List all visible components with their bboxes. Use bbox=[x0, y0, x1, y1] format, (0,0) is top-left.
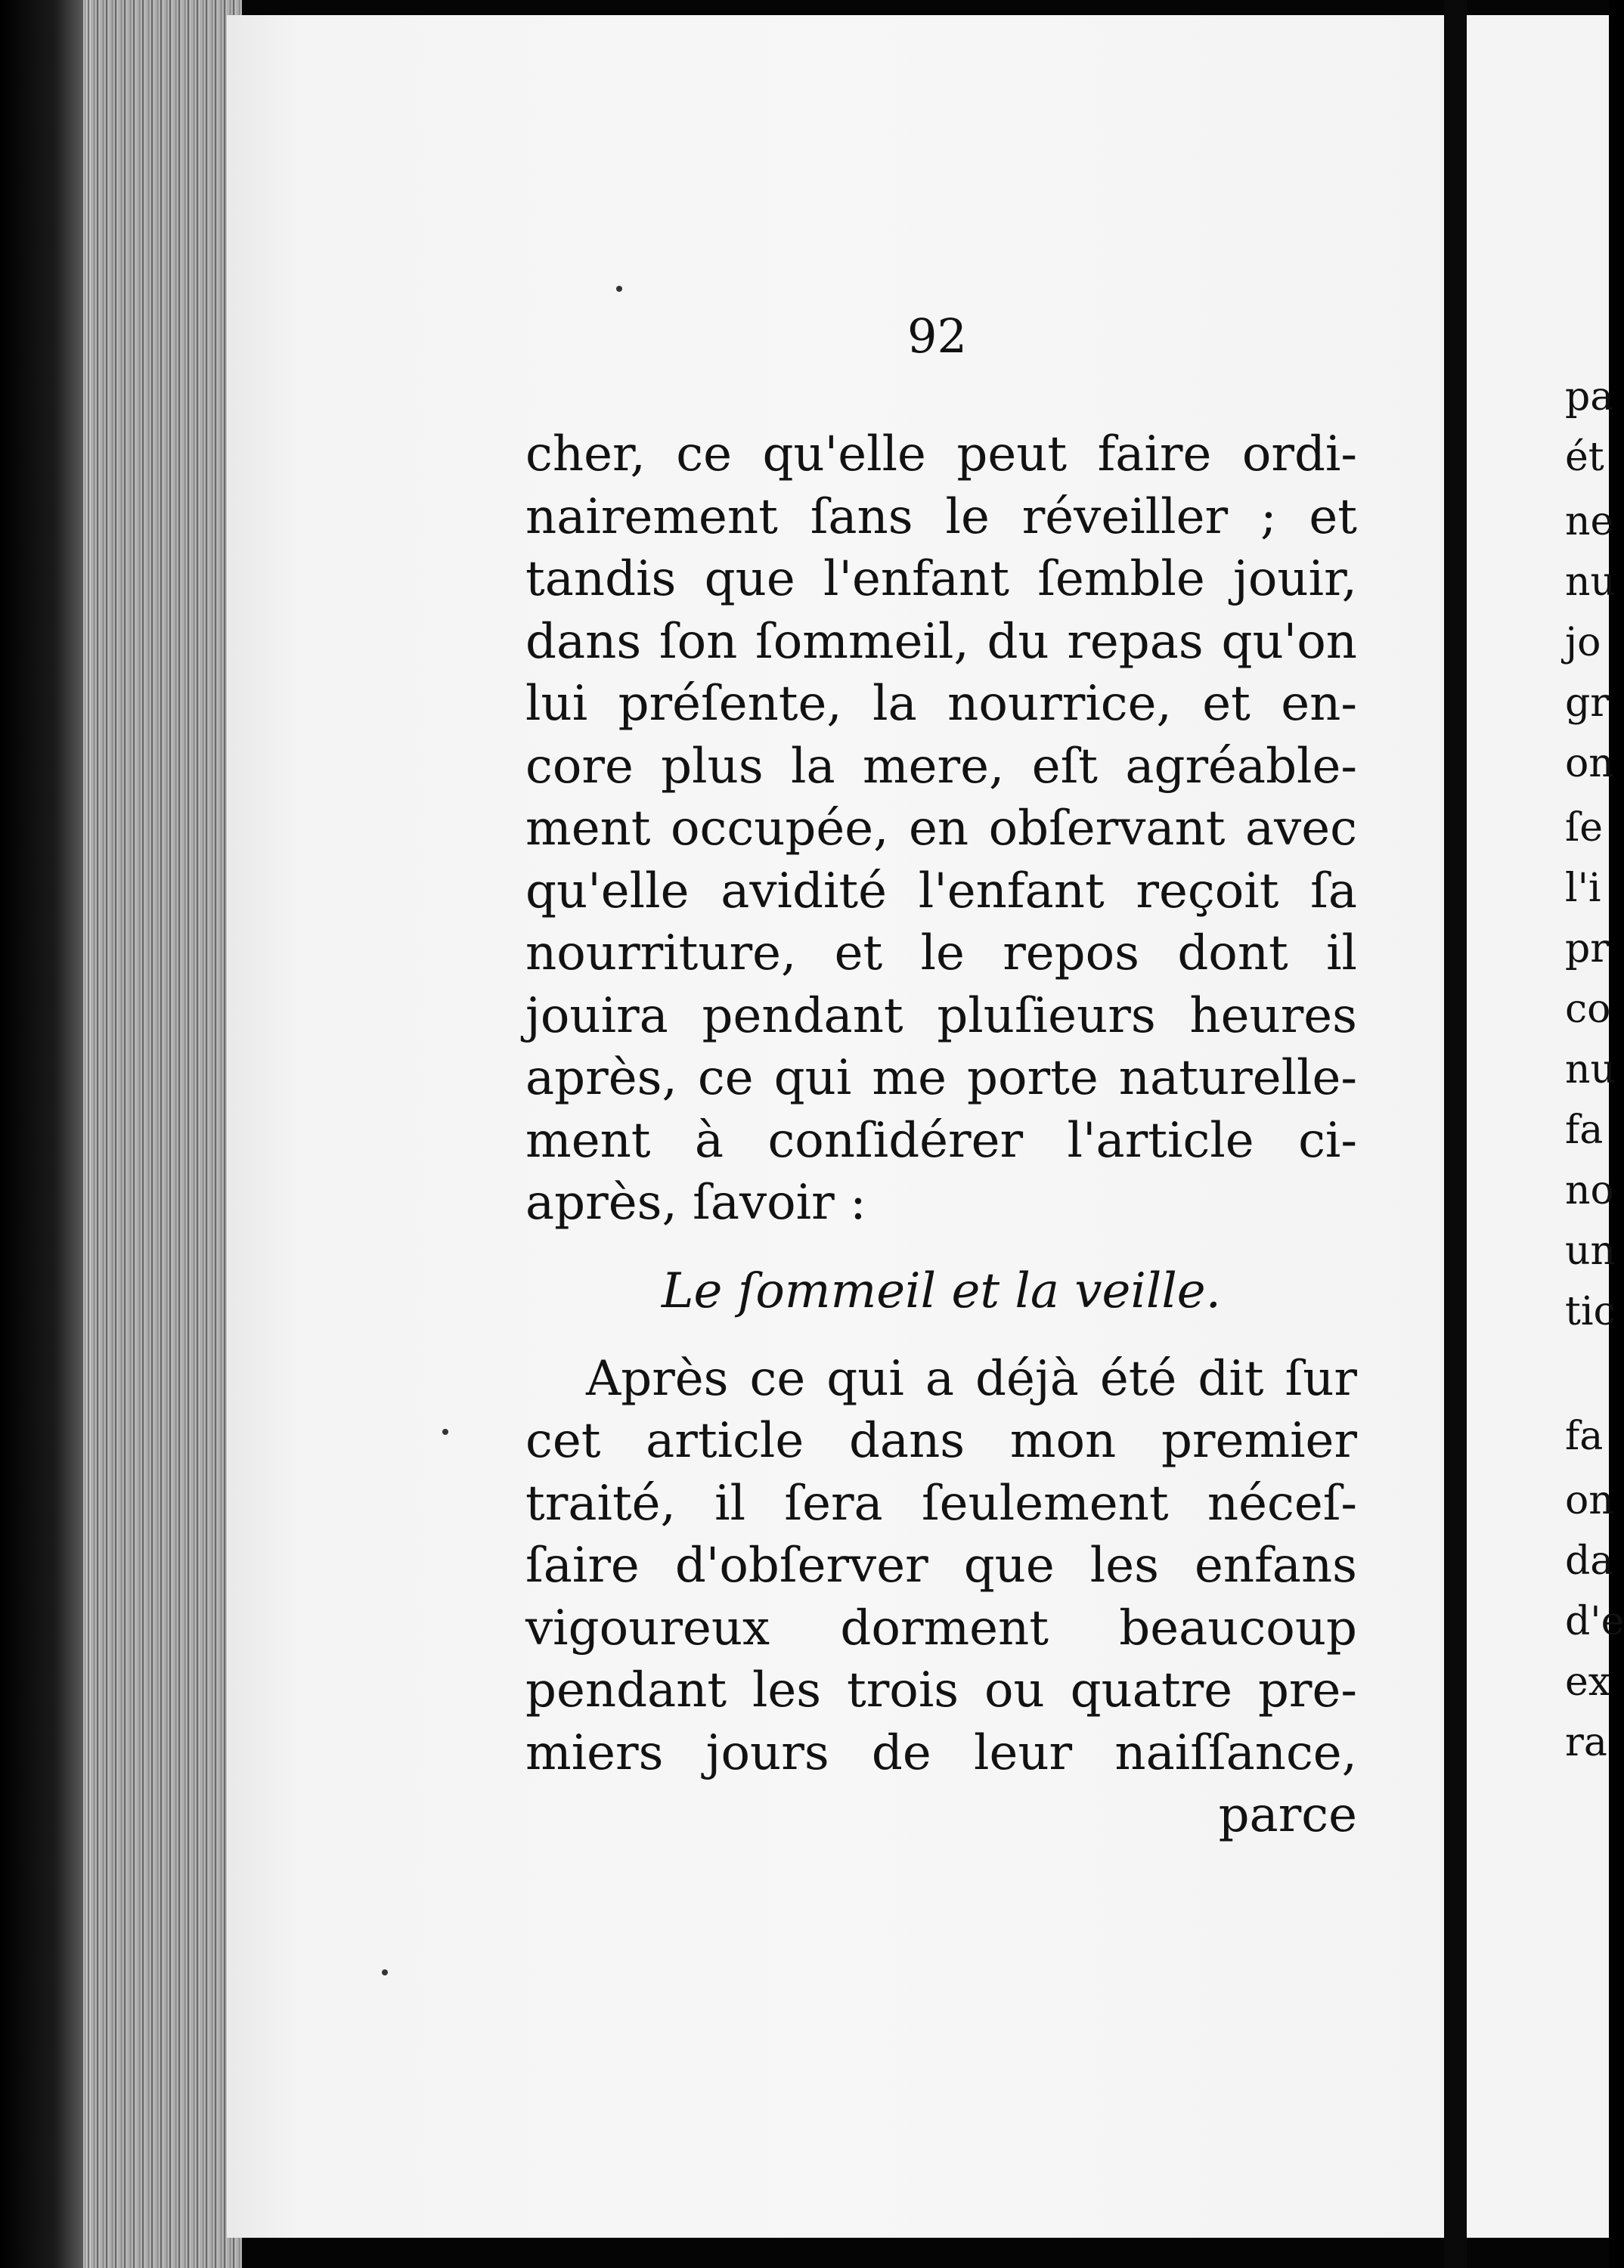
text-line: cher, ce qu'elle peut faire ordi- bbox=[525, 426, 1357, 482]
page-number: 92 bbox=[907, 308, 967, 364]
text-line: nourriture, et le repos dont il bbox=[525, 925, 1357, 981]
section-heading: Le ſommeil et la veille. bbox=[661, 1263, 1222, 1319]
facing-fragment: nu bbox=[1565, 1047, 1616, 1092]
text-line: Après ce qui a déjà été dit ſur bbox=[586, 1350, 1357, 1407]
text-line: traité, il ſera ſeulement néceſ- bbox=[525, 1475, 1357, 1532]
catchword: parce bbox=[1218, 1787, 1357, 1843]
text-line: lui préſente, la nourrice, et en- bbox=[525, 676, 1357, 732]
facing-fragment: tic bbox=[1565, 1289, 1616, 1334]
facing-fragment: d'e bbox=[1565, 1599, 1624, 1644]
book-page-edges bbox=[83, 0, 242, 2268]
text-line: core plus la mere, eſt agréable- bbox=[525, 738, 1357, 795]
facing-fragment: da bbox=[1565, 1538, 1614, 1584]
facing-fragment: jo bbox=[1565, 620, 1601, 665]
facing-fragment: gr bbox=[1565, 680, 1610, 726]
text-line: après, ce qui me porte naturelle- bbox=[525, 1050, 1357, 1106]
text-line: ment occupée, en obſervant avec bbox=[525, 801, 1357, 857]
facing-fragment: ex bbox=[1565, 1659, 1611, 1705]
facing-fragment: pr bbox=[1565, 926, 1610, 971]
facing-fragment: fa bbox=[1565, 1414, 1604, 1459]
text-line: cet article dans mon premier bbox=[525, 1413, 1357, 1469]
text-line: miers jours de leur naiſſance, bbox=[525, 1724, 1357, 1781]
facing-fragment: pa bbox=[1565, 374, 1614, 420]
facing-fragment: fa bbox=[1565, 1108, 1604, 1153]
ink-speck bbox=[382, 1969, 388, 1975]
facing-fragment: on bbox=[1565, 741, 1614, 786]
text-line: qu'elle avidité l'enfant reçoit ſa bbox=[525, 863, 1357, 919]
facing-page bbox=[1467, 15, 1624, 2238]
book-edge-shadow bbox=[0, 0, 91, 2268]
facing-fragment: ne bbox=[1565, 499, 1614, 544]
text-line: ſaire d'obſerver que les enfans bbox=[525, 1538, 1357, 1594]
facing-fragment: l'i bbox=[1565, 866, 1601, 911]
text-line: après, ſavoir : bbox=[525, 1175, 866, 1231]
text-line: ment à conſidérer l'article ci- bbox=[525, 1112, 1357, 1169]
text-line: vigoureux dorment beaucoup bbox=[525, 1600, 1357, 1656]
ink-speck bbox=[442, 1429, 448, 1435]
page-gutter bbox=[1444, 0, 1467, 2268]
ink-speck bbox=[616, 286, 622, 292]
facing-fragment: no bbox=[1565, 1168, 1614, 1213]
text-line: tandis que l'enfant ſemble jouir, bbox=[525, 551, 1357, 607]
facing-fragment: un bbox=[1565, 1228, 1616, 1274]
facing-fragment: ſe bbox=[1565, 805, 1604, 850]
text-line: pendant les trois ou quatre pre- bbox=[525, 1662, 1357, 1718]
text-line: nairement ſans le réveiller ; et bbox=[525, 488, 1357, 545]
page-text bbox=[525, 423, 1357, 1847]
facing-fragment: co bbox=[1565, 987, 1611, 1032]
text-line: jouira pendant pluſieurs heures bbox=[525, 987, 1357, 1044]
facing-fragment: on bbox=[1565, 1478, 1614, 1523]
facing-fragment: nu bbox=[1565, 559, 1616, 605]
facing-fragment: ra bbox=[1565, 1720, 1607, 1765]
facing-fragment: ét bbox=[1565, 435, 1604, 480]
text-line: dans ſon ſommeil, du repas qu'on bbox=[525, 613, 1357, 670]
